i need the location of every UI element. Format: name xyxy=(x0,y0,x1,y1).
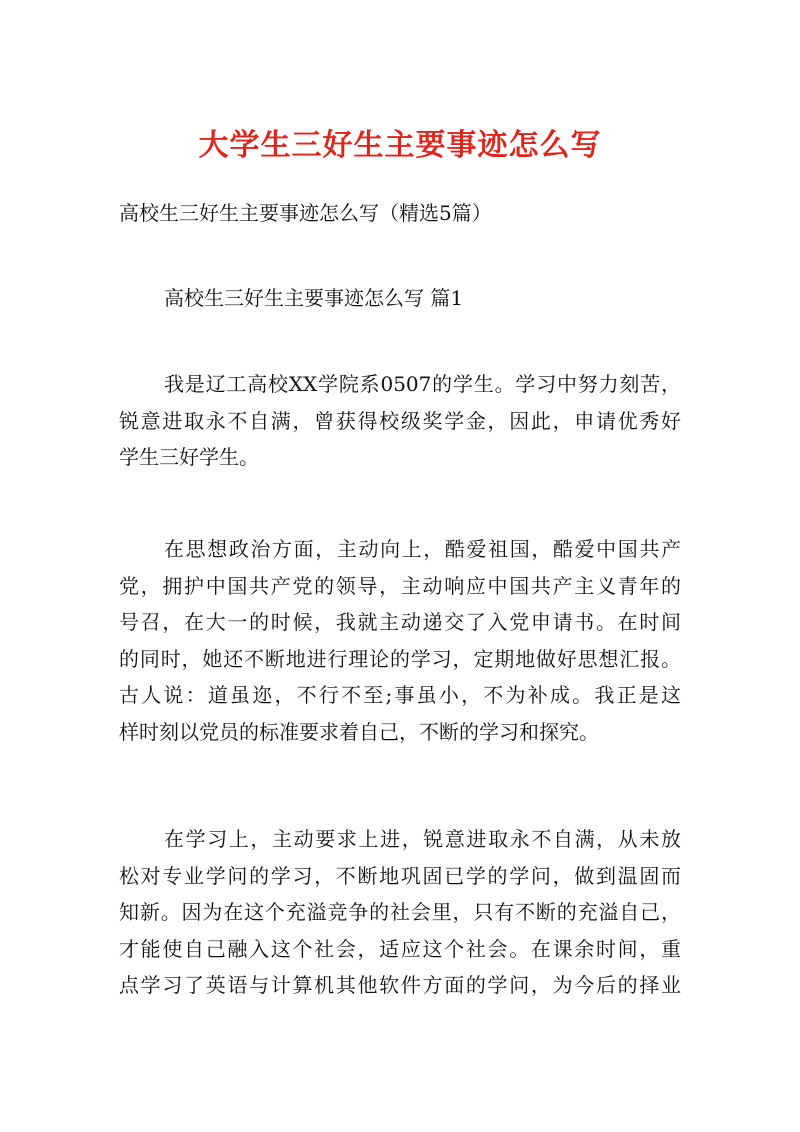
paragraph-line: 松对专业学问的学习，不断地巩固已学的学问，做到温固而 xyxy=(119,863,681,888)
paragraph-line: 党，拥护中国共产党的领导，主动响应中国共产主义青年的 xyxy=(119,573,681,598)
paragraph-line: 的同时，她还不断地进行理论的学习，定期地做好思想汇报。 xyxy=(119,646,681,671)
paragraph-line: 在学习上，主动要求上进，锐意进取永不自满，从未放 xyxy=(164,827,681,851)
paragraph-2 xyxy=(119,531,681,751)
paragraph-line: 才能使自己融入这个社会，适应这个社会。在课余时间，重 xyxy=(119,936,681,961)
paragraph-line: 在思想政治方面，主动向上，酷爱祖国，酷爱中国共产 xyxy=(164,537,681,561)
paragraph-line: 点学习了英语与计算机其他软件方面的学问，为今后的择业 xyxy=(119,973,681,998)
paragraph-line: 知新。因为在这个充溢竞争的社会里，只有不断的充溢自己， xyxy=(119,900,681,925)
document-title: 大学生三好生主要事迹怎么写 xyxy=(198,128,602,163)
paragraph-1 xyxy=(119,366,681,476)
paragraph-line: 号召，在大一的时候，我就主动递交了入党申请书。在时间 xyxy=(119,610,681,635)
paragraph-line: 锐意进取永不自满，曾获得校级奖学金，因此，申请优秀好 xyxy=(119,408,681,433)
paragraph-line: 我是辽工高校XX学院系0507的学生。学习中努力刻苦， xyxy=(164,372,681,396)
section-heading: 高校生三好生主要事迹怎么写 篇1 xyxy=(164,286,464,310)
paragraph-3 xyxy=(119,821,681,1004)
document-subtitle: 高校生三好生主要事迹怎么写（精选5篇） xyxy=(119,201,492,225)
paragraph-line: 样时刻以党员的标准要求着自己，不断的学习和探究。 xyxy=(119,719,599,744)
paragraph-line: 古人说：道虽迩，不行不至;事虽小，不为补成。我正是这 xyxy=(119,683,681,708)
paragraph-line: 学生三好学生。 xyxy=(119,445,259,470)
